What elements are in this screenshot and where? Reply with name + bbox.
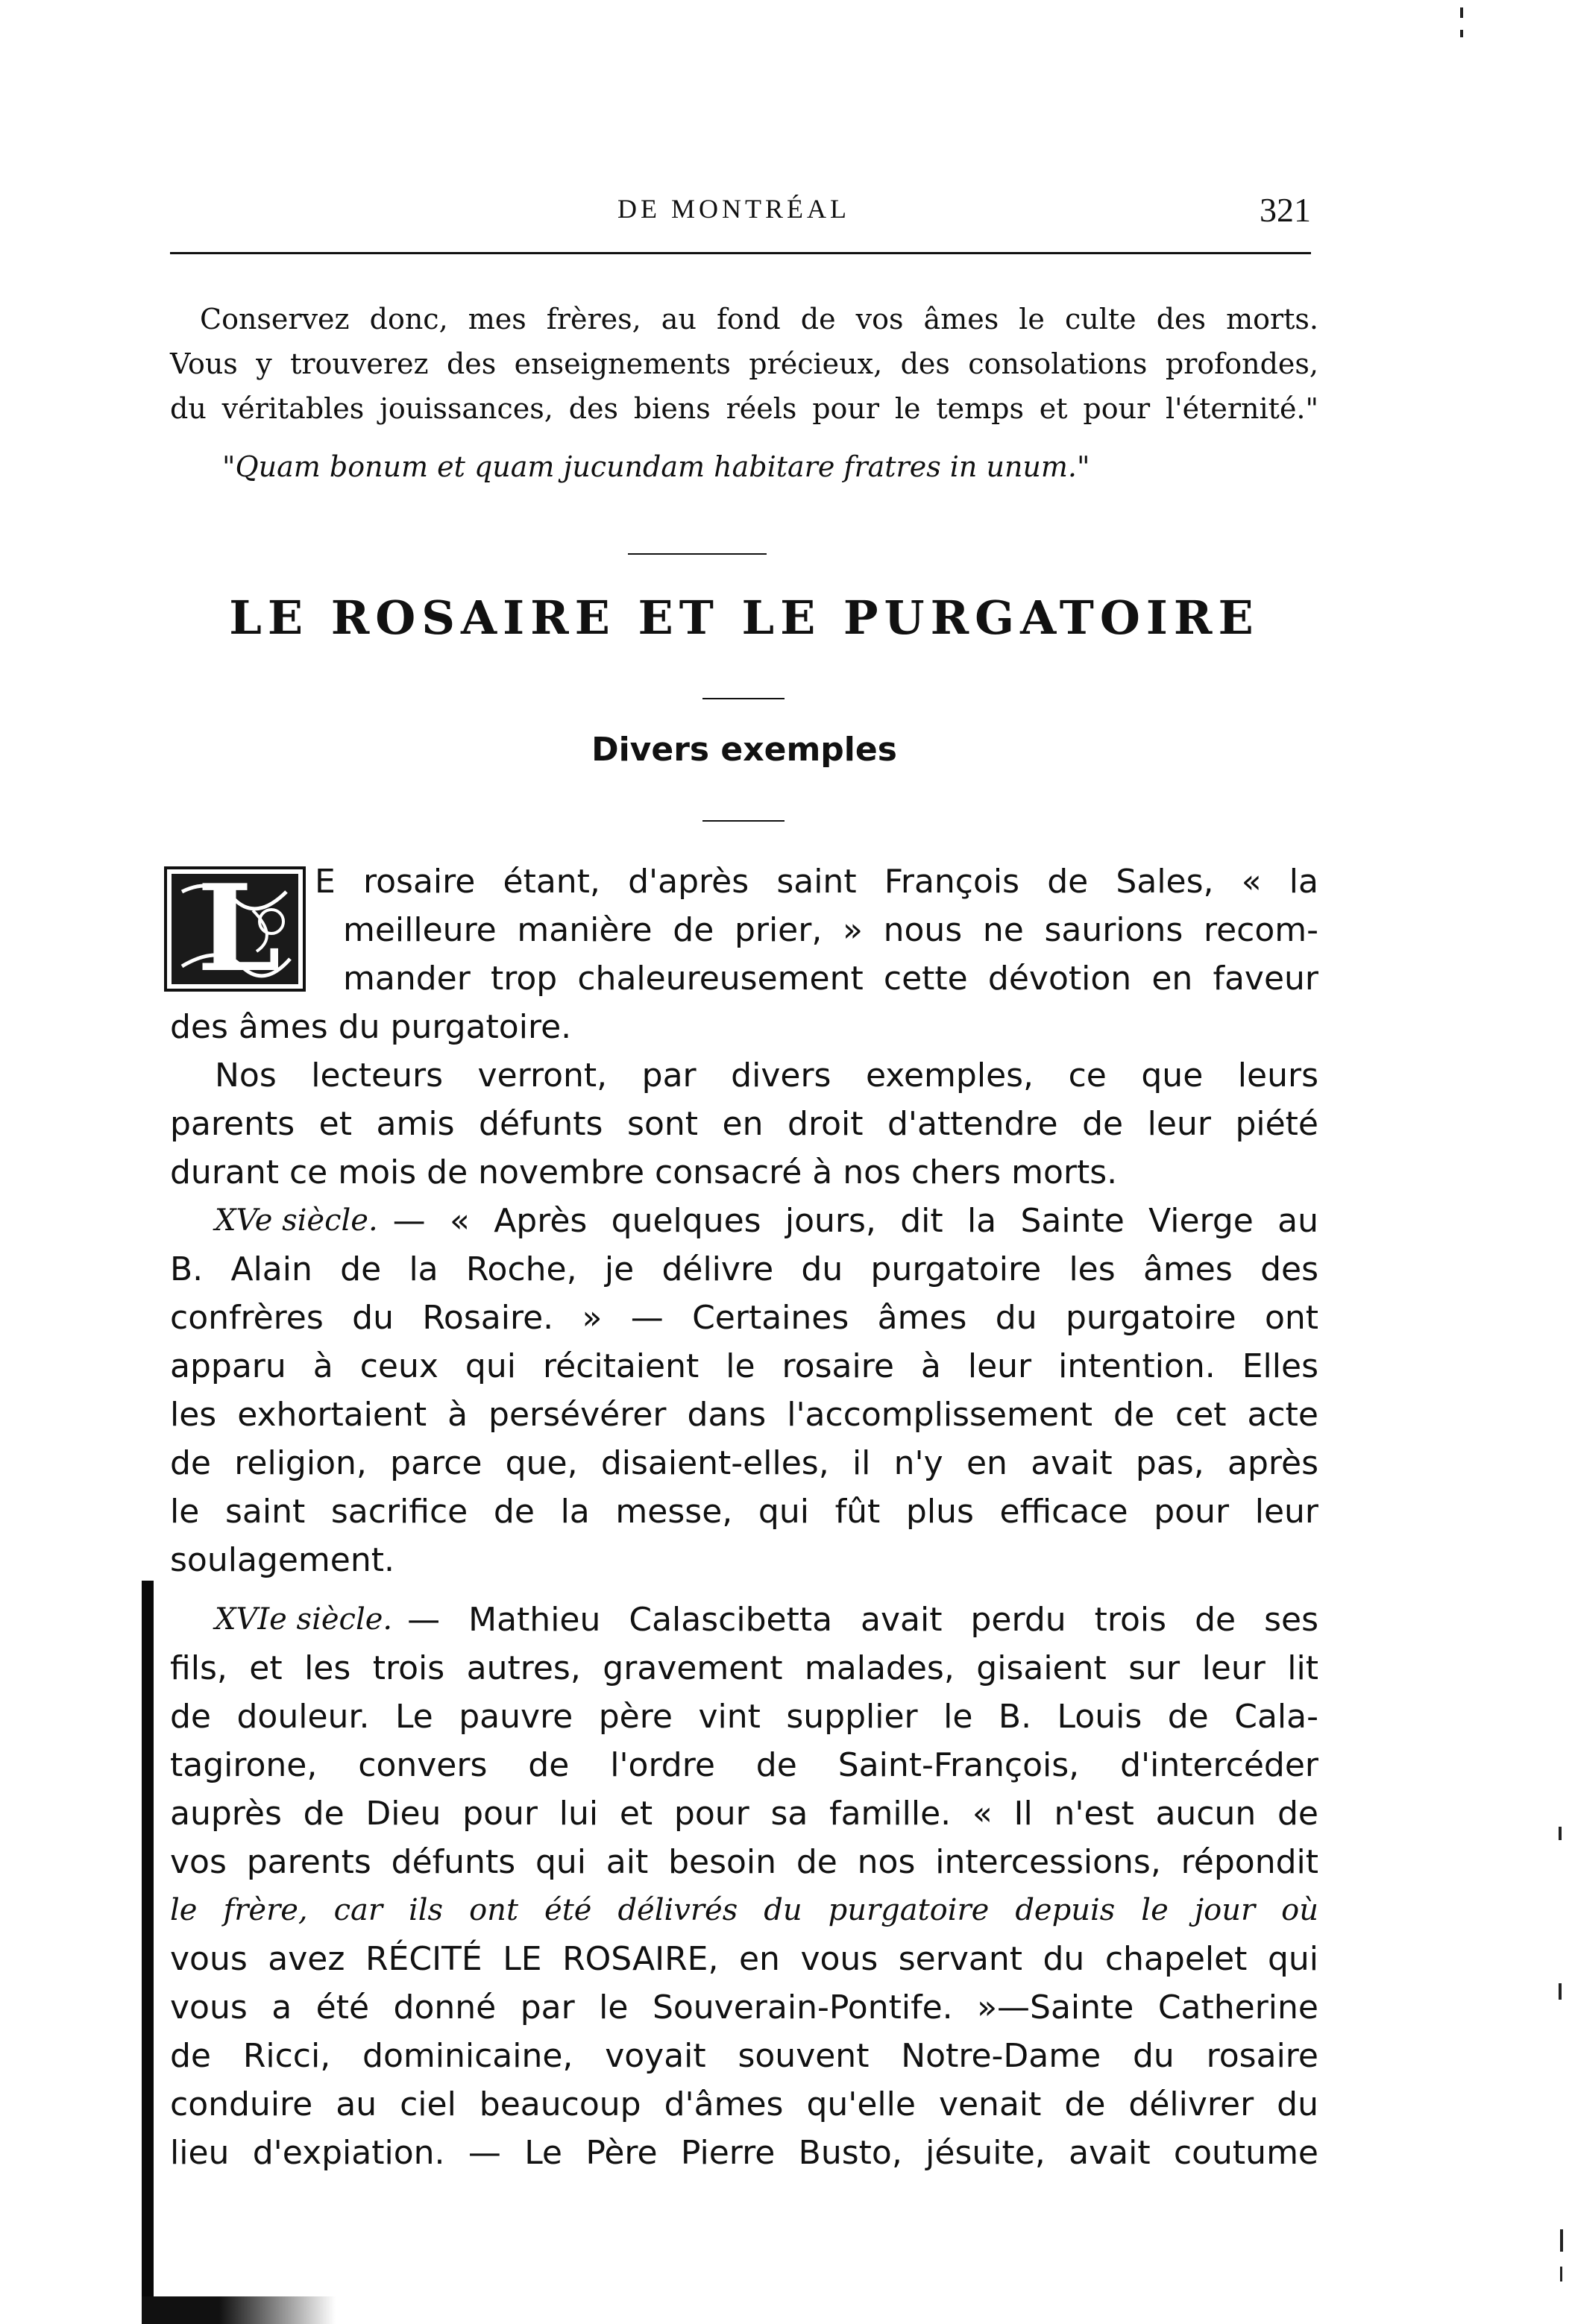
title-rule-2 (702, 820, 785, 822)
section-subtitle: Divers exemples (591, 731, 897, 769)
intro-line-2: Vous y trouverez des enseignements précieux, des consolations profondes, (170, 347, 1318, 380)
paragraph-4-line-5: auprès de Dieu pour lui et pour sa famille. « Il n'est aucun de (170, 1795, 1318, 1833)
paragraph-1-last-line: des âmes du purgatoire. (170, 1008, 572, 1046)
paragraph-4-line-1 (215, 1596, 1318, 1644)
speck (1460, 7, 1463, 18)
header-rule (170, 252, 1311, 254)
paragraph-4-line-2: fils, et les trois autres, gravement malades, gisaient sur leur lit (170, 1649, 1318, 1687)
speck (1460, 30, 1463, 37)
paragraph-2-last-line: durant ce mois de novembre consacré à nos chers morts. (170, 1153, 1118, 1191)
dropcap-letter: L (197, 866, 281, 992)
paragraph-3-line-7: le saint sacrifice de la messe, qui fût plus efficace pour leur (170, 1493, 1318, 1531)
speck (1560, 2229, 1563, 2252)
paragraph-3-last-line: soulagement. (170, 1541, 394, 1579)
paragraph-1-line-1: E rosaire étant, d'après saint François de Sales, « la (315, 863, 1318, 901)
paragraph-4-line-4: tagirone, convers de l'ordre de Saint-François, d'intercéder (170, 1746, 1318, 1784)
paragraph-3-line-1 (215, 1197, 1318, 1245)
paragraph-3-line-5: les exhortaient à persévérer dans l'accomplissement de cet acte (170, 1396, 1318, 1434)
section-title: LE ROSAIRE ET LE PURGATOIRE (229, 591, 1260, 645)
page-number: 321 (1260, 191, 1311, 229)
scan-bottom-shadow (142, 2296, 336, 2324)
paragraph-4-line-8: vous avez RÉCITÉ LE ROSAIRE, en vous servant du chapelet qui (170, 1940, 1318, 1978)
paragraph-3-lead: XVe siècle. (215, 1203, 378, 1238)
intro-line-1: Conservez donc, mes frères, au fond de vos âmes le culte des morts. (200, 303, 1318, 336)
scan-binding-shadow (142, 1581, 154, 2324)
paragraph-3-line-3: confrères du Rosaire. » — Certaines âmes du purgatoire ont (170, 1299, 1318, 1337)
paragraph-3-line-2: B. Alain de la Roche, je délivre du purgatoire les âmes des (170, 1250, 1318, 1288)
paragraph-1-line-2: meilleure manière de prier, » nous ne saurions recom- (343, 911, 1318, 949)
title-rule-1 (702, 698, 785, 699)
latin-quote: "Quam bonum et quam jucundam habitare fratres in unum." (222, 450, 1090, 483)
paragraph-4-line-10: de Ricci, dominicaine, voyait souvent Notre-Dame du rosaire (170, 2037, 1318, 2075)
paragraph-2-line-1: Nos lecteurs verront, par divers exemples, ce que leurs (215, 1056, 1318, 1095)
paragraph-4-line-6: vos parents défunts qui ait besoin de nos intercessions, répondit (170, 1843, 1318, 1881)
paragraph-4-lead: XVIe siècle. (215, 1602, 393, 1637)
intro-line-3: du véritables jouissances, des biens réels pour le temps et pour l'éternité." (170, 392, 1318, 425)
paragraph-4-line-1-text: — Mathieu Calascibetta avait perdu trois de ses (407, 1601, 1318, 1639)
paragraph-2-line-2: parents et amis défunts sont en droit d'attendre de leur piété (170, 1105, 1318, 1143)
paragraph-4-line-12: lieu d'expiation. — Le Père Pierre Busto, jésuite, avait coutume (170, 2134, 1318, 2172)
section-separator-rule (628, 553, 767, 555)
speck (1560, 2267, 1562, 2282)
speck (1559, 1983, 1562, 2000)
paragraph-3-line-4: apparu à ceux qui récitaient le rosaire à leur intention. Elles (170, 1347, 1318, 1385)
paragraph-4-line-11: conduire au ciel beaucoup d'âmes qu'elle venait de délivrer du (170, 2085, 1318, 2123)
paragraph-4-line-3: de douleur. Le pauvre père vint supplier le B. Louis de Cala- (170, 1698, 1318, 1736)
speck (1559, 1827, 1562, 1840)
paragraph-4-line-7: le frère, car ils ont été délivrés du purgatoire depuis le jour où (170, 1893, 1318, 1927)
paragraph-3-line-1-text: — « Après quelques jours, dit la Sainte Vierge au (392, 1202, 1318, 1240)
running-head: DE MONTRÉAL (617, 194, 850, 224)
paragraph-1-line-3: mander trop chaleureusement cette dévotion en faveur (343, 960, 1318, 998)
page-header (170, 190, 1311, 235)
dropcap-ornament (164, 866, 306, 992)
paragraph-3-line-6: de religion, parce que, disaient-elles, il n'y en avait pas, après (170, 1444, 1318, 1482)
paragraph-4-line-9: vous a été donné par le Souverain-Pontife. »—Sainte Catherine (170, 1988, 1318, 2027)
